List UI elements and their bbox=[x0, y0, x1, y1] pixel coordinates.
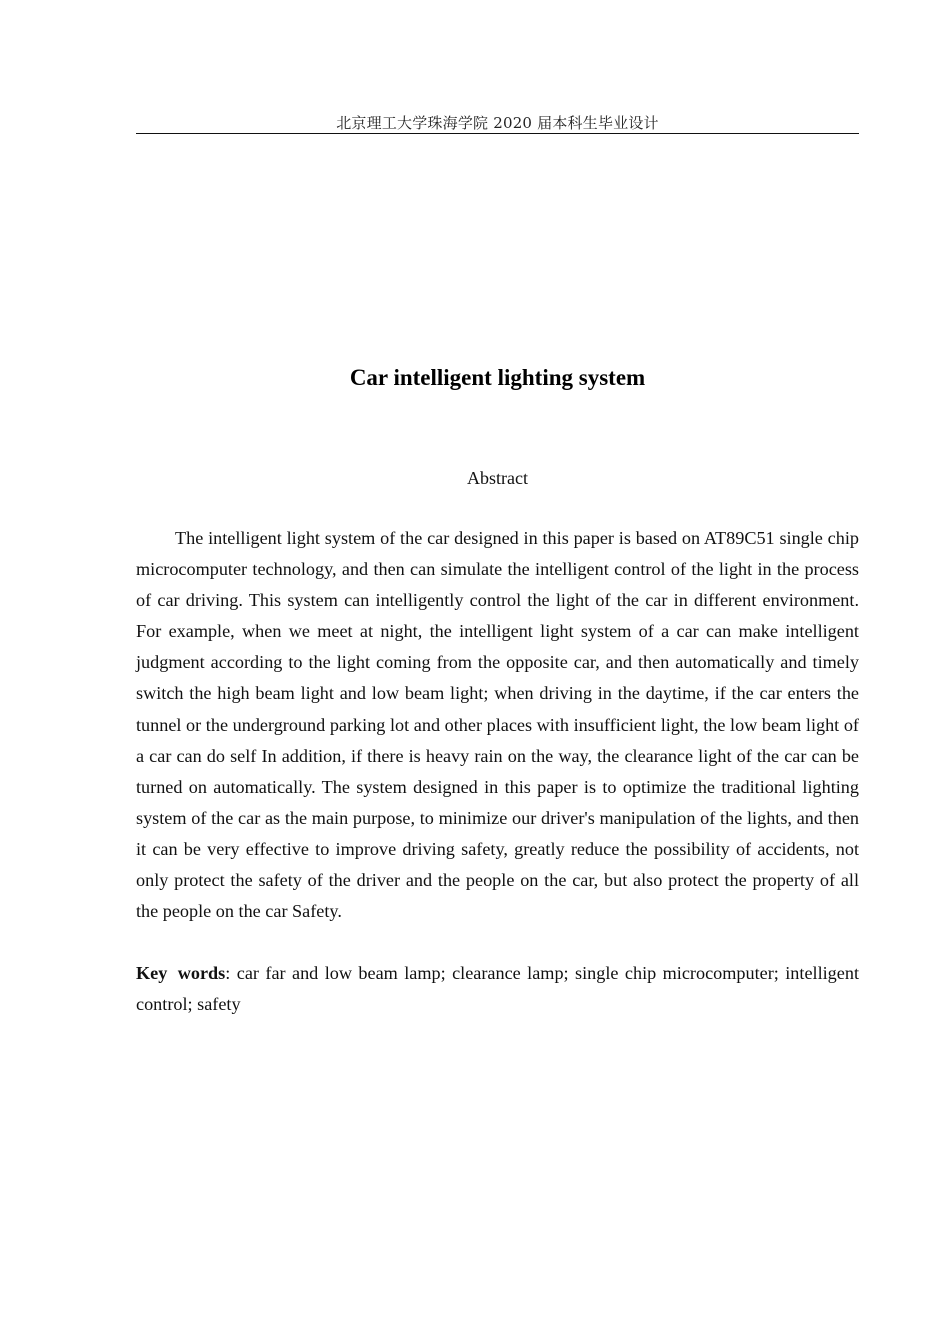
running-header: 北京理工大学珠海学院 2020 届本科生毕业设计 bbox=[336, 114, 659, 132]
keywords-label: Key words bbox=[136, 963, 226, 983]
header-rule bbox=[136, 133, 859, 134]
abstract-heading: Abstract bbox=[467, 468, 528, 488]
paper-title: Car intelligent lighting system bbox=[349, 365, 646, 390]
keywords-text: car far and low beam lamp; clearance lamp; single chip microcomputer; intelligent control; safety bbox=[136, 963, 859, 1015]
keywords-separator: : bbox=[225, 963, 237, 983]
keywords-paragraph bbox=[136, 958, 859, 1020]
abstract-body: The intelligent light system of the car designed in this paper is based on AT89C51 single chip microcomputer technology, and then can simulate the intelligent control of the light in the process of car driving. This system can intelligently control the light of the car in different environment. For example, when we meet at night, the intelligent light system of a car can make intelligent judgment according to the light coming from the opposite car, and then automatically and timely switch the high beam light and low beam light; when driving in the daytime, if the car enters the tunnel or the underground parking lot and other places with insufficient light, the low beam light of a car can do self In addition, if there is heavy rain on the way, the clearance light of the car can be turned on automatically. The system designed in this paper is to optimize the traditional lighting system of the car as the main purpose, to minimize our driver's manipulation of the lights, and then it can be very effective to improve driving safety, greatly reduce the possibility of accidents, not only protect the safety of the driver and the people on the car, but also protect the property of all the people on the car Safety. bbox=[136, 528, 859, 922]
